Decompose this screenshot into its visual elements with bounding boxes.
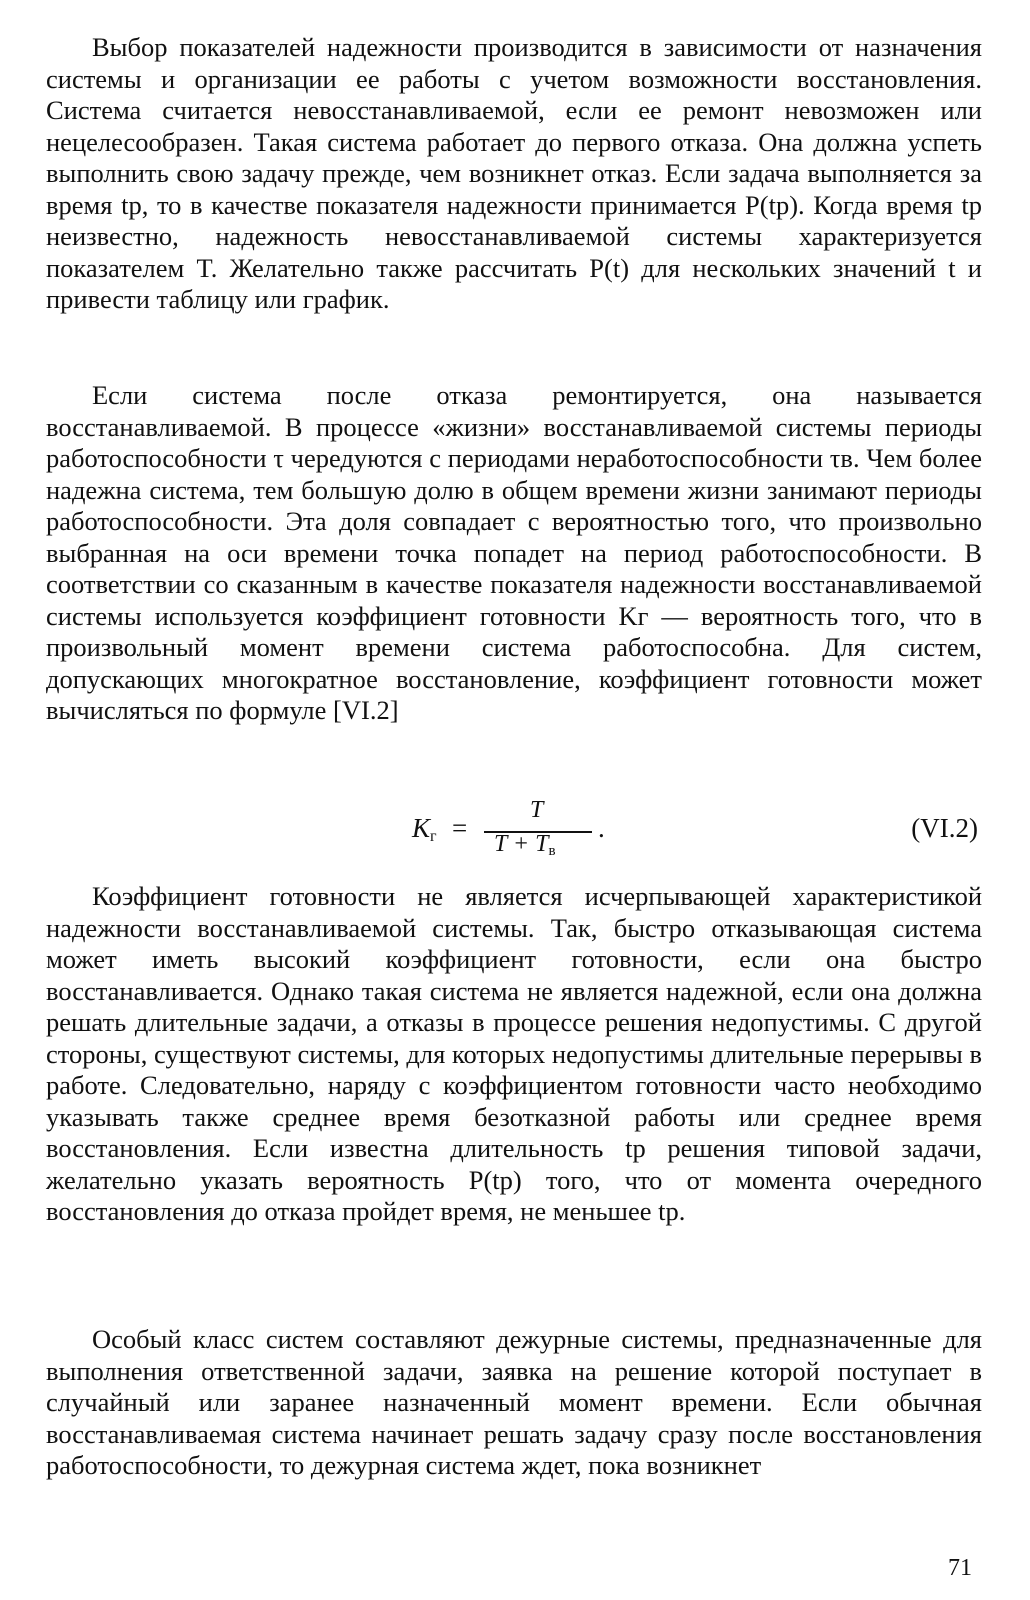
paragraph-reliability-indicators: Выбор показателей надежности производится в зависимости от назначения системы и организации ее работы с учетом возможности восстановления. Система считается невосстанавливаемой, если ее ремонт невозможен или нецелесообразен. Такая система работает до первого отказа. Она должна успеть выполнить свою задачу прежде, чем возникнет отказ. Если задача выполняется за время tр, то в качестве показателя надежности принимается P(tр). Когда время tр неизвестно, надежность невосстанавливаемой системы характеризуется показателем T. Желательно также рассчитать P(t) для нескольких значений t и привести таблицу или график. <box>46 32 982 314</box>
formula-lhs: $K_г$ <box>412 813 437 845</box>
formula-number: (VI.2) <box>911 813 978 843</box>
formula-period: . <box>598 813 605 843</box>
formula-denominator: $T + T_в$ <box>494 831 556 859</box>
availability-formula <box>0 797 1030 861</box>
page-number: 71 <box>948 1555 972 1581</box>
paragraph-availability-coefficient: Коэффициент готовности не является исчерпывающей характеристикой надежности восстанавливаемой системы. Так, быстро отказывающая система может иметь высокий коэффициент готовности, если она быстро восстанавливается. Однако такая система не является надежной, если она должна решать длительные задачи, а отказы в процессе решения недопустимы. С другой стороны, существуют системы, для которых недопустимы длительные перерывы в работе. Следовательно, наряду с коэффициентом готовности часто необходимо указывать также среднее время безотказной работы или среднее время восстановления. Если известна длительность tр решения типовой задачи, желательно указать вероятность P(tр) того, что от момента очередного восстановления до отказа пройдет время, не меньшее tр. <box>46 881 982 1226</box>
paragraph-standby-systems: Особый класс систем составляют дежурные системы, предназначенные для выполнения ответственной задачи, заявка на решение которой поступает в случайный или заранее назначенный момент времени. Если обычная восстанавливаемая система начинает решать задачу сразу после восстановления работоспособности, то дежурная система ждет, пока возникнет <box>46 1324 982 1480</box>
formula-equals: = <box>452 813 468 843</box>
paragraph-restorable-systems: Если система после отказа ремонтируется, она называется восстанавливаемой. В процессе «жизни» восстанавливаемой системы периоды работоспособности τ чередуются с периодами неработоспособности τв. Чем более надежна система, тем большую долю в общем времени жизни занимают периоды работоспособности. Эта доля совпадает с вероятностью того, что произвольно выбранная на оси времени точка попадет на период работоспособности. В соответствии со сказанным в качестве показателя надежности восстанавливаемой системы используется коэффициент готовности Kг — вероятность того, что в произвольный момент времени система работоспособна. Для систем, допускающих многократное восстановление, коэффициент готовности может вычисляться по формуле [VI.2] <box>46 380 982 725</box>
formula-numerator: T <box>530 797 544 823</box>
